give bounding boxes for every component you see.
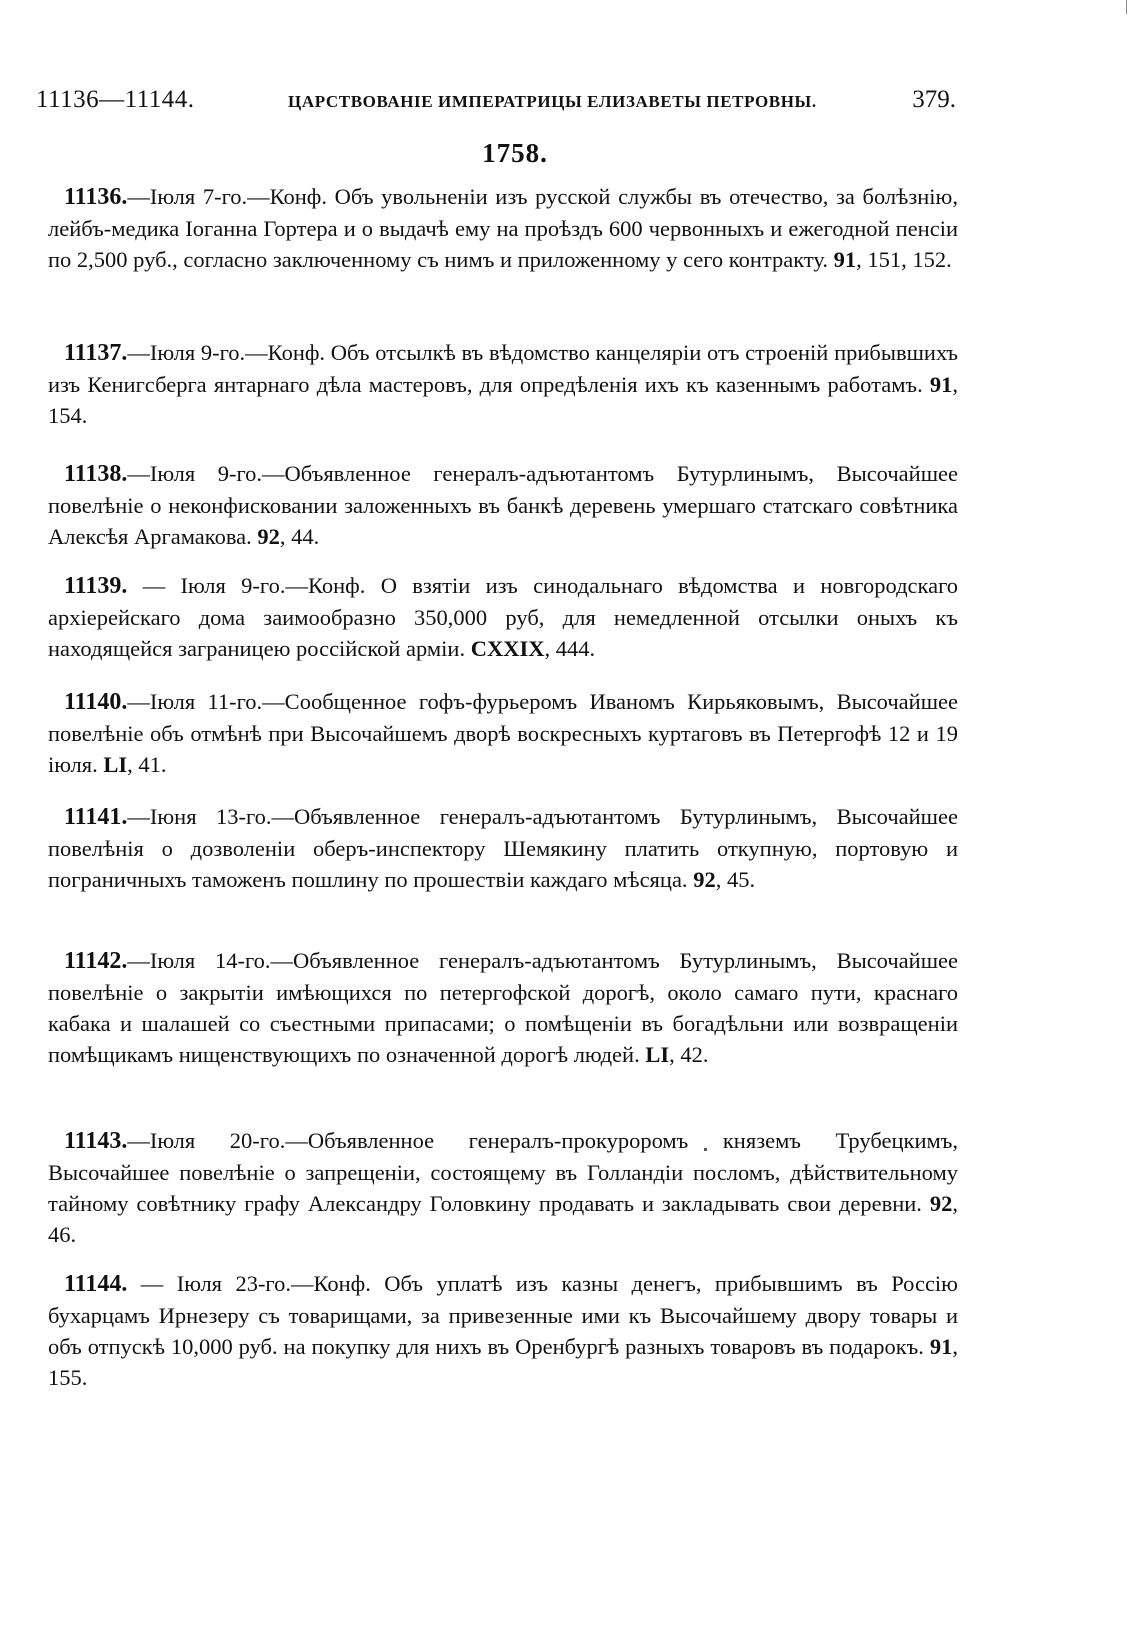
page-number: 379.: [912, 86, 956, 113]
source-volume: CXXIX: [470, 636, 545, 661]
entry-text: — Іюля 23-го.—Конф. Объ уплатѣ изъ казны денегъ, прибывшимъ въ Россію бухарцамъ Ирнезеру съ товарищами, за привезенные ими къ Высочайшему двору товары и объ отпускѣ 10,000 руб. на покупку для нихъ въ Оренбургѣ разныхъ товаровъ въ подарокъ.: [48, 1271, 958, 1359]
entry-text: —Іюня 13-го.—Объявленное генералъ-адъютантомъ Бутурлинымъ, Высочайшее повелѣнія о дозволеніи оберъ-инспектору Шемякину платить откупную, портовую и пограничныхъ таможенъ пошлину по прошествіи каждаго мѣсяца.: [48, 804, 958, 892]
year-heading: 1758.: [482, 138, 548, 168]
entry-text: —Іюля 9-го.—Объявленное генералъ-адъютантомъ Бутурлинымъ, Высочайшее повелѣніе о неконфисковании заложенныхъ въ банкѣ деревень умершаго статскаго совѣтника Алексѣя Аргамакова.: [48, 461, 958, 549]
running-head: [36, 86, 956, 122]
source-volume: 91: [833, 247, 857, 272]
entry-number: 11137.: [64, 340, 128, 366]
source-volume: 92: [693, 867, 716, 892]
source-pages: , 154.: [48, 372, 959, 428]
entry-number: 11139.: [64, 573, 128, 599]
entry-number: 11142.: [64, 948, 128, 974]
entry-text: —Іюля 11-го.—Сообщенное гофъ-фурьеромъ Иваномъ Кирьяковымъ, Высочайшее повелѣніе объ отмѣнѣ при Высочайшемъ дворѣ воскресныхъ куртаговъ въ Петергофѣ 12 и 19 іюля.: [48, 689, 958, 777]
entry-number: 11140.: [64, 689, 128, 715]
source-volume: 91: [929, 1334, 953, 1359]
entry-number: 11136.: [64, 184, 128, 210]
entry-number: 11144.: [64, 1271, 128, 1297]
entry-11142: [48, 945, 958, 1070]
entry-11138: [48, 458, 958, 552]
entry-11140: [48, 686, 958, 780]
source-pages: , 45.: [715, 867, 756, 892]
source-pages: , 42.: [669, 1042, 709, 1067]
source-volume: 91: [929, 372, 953, 397]
source-pages: , 155.: [48, 1334, 958, 1390]
entry-text: —Іюля 20-го.—Объявленное генералъ-прокуроромъ княземъ Трубецкимъ, Высочайшее повелѣніе о запрещеніи, состоящему въ Голландіи посломъ, дѣйствительному тайному совѣтнику графу Александру Головкину продавать и закладывать свои деревни.: [48, 1128, 958, 1216]
entry-11137: [48, 337, 958, 431]
entry-number: 11138.: [64, 461, 128, 487]
scan-edge-mark: [1126, 0, 1127, 14]
reign-title: ЦАРСТВОВАНІЕ ИМПЕРАТРИЦЫ ЕЛИЗАВЕТЫ ПЕТРОВНЫ.: [288, 92, 817, 111]
source-pages: , 44.: [279, 524, 320, 549]
entry-number: 11143.: [64, 1128, 128, 1154]
source-pages: , 46.: [48, 1191, 958, 1247]
entry-11136: [48, 181, 958, 275]
source-pages: , 151, 152.: [856, 247, 952, 272]
entry-text: —Іюля 9-го.—Конф. Объ отсылкѣ въ вѣдомство канцеляріи отъ строеній прибывшихъ изъ Кенигсберга янтарнаго дѣла мастеровъ, для опредѣленія ихъ къ казеннымъ работамъ.: [48, 340, 958, 397]
entry-range: 11136—11144.: [36, 86, 195, 113]
source-volume: LI: [103, 752, 128, 777]
source-pages: , 444.: [544, 636, 596, 661]
entry-text: —Іюля 7-го.—Конф. Объ увольненіи изъ русской службы въ отечество, за болѣзнію, лейбъ-медика Іоганна Гортера и о выдачѣ ему на проѣздъ 600 червонныхъ и ежегодной пенсіи по 2,500 руб., согласно заключенному съ нимъ и приложенному у сего контракту.: [48, 184, 958, 272]
entry-number: 11141.: [64, 804, 128, 830]
source-volume: 92: [257, 524, 280, 549]
source-volume: LI: [645, 1042, 670, 1067]
entry-11144: [48, 1268, 958, 1393]
entry-11143: [48, 1125, 958, 1250]
entry-11139: [48, 570, 958, 664]
entry-11141: [48, 801, 958, 895]
source-pages: , 41.: [127, 752, 167, 777]
entry-text: —Іюля 14-го.—Объявленное генералъ-адъютантомъ Бутурлинымъ, Высочайшее повелѣніе о закрытіи имѣющихся по петергофской дорогѣ, около самаго пути, краснаго кабака и шалашей со съестными припасами; о помѣщеніи въ богадѣльни или возвращеніи помѣщикамъ нищенствующихъ по означенной дорогѣ людей.: [48, 948, 958, 1067]
entry-text: — Іюля 9-го.—Конф. О взятіи изъ синодальнаго вѣдомства и новгородскаго архіерейскаго дома заимообразно 350,000 руб, для немедленной отсылки оныхъ къ находящейся заграницею россійской арміи.: [48, 573, 958, 661]
source-volume: 92: [929, 1191, 953, 1216]
